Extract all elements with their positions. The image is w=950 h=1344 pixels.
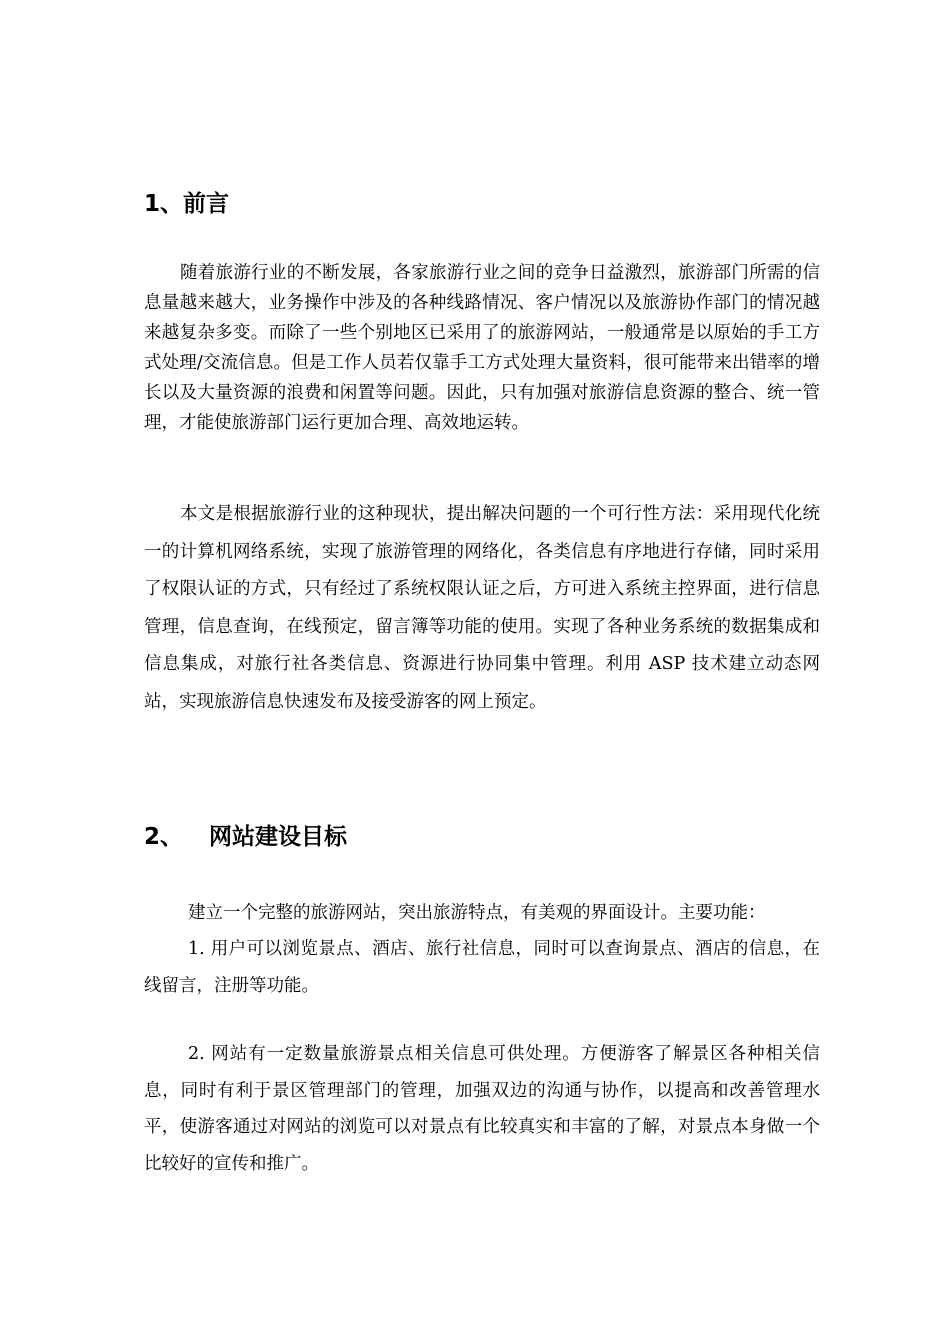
preface-paragraph-1: 随着旅游行业的不断发展，各家旅游行业之间的竞争日益激烈，旅游部门所需的信息量越来越大，业务操作中涉及的各种线路情况、客户情况以及旅游协作部门的情况越来越复杂多变。而除了一些个别地区已采用了的旅游网站，一般通常是以原始的手工方式处理/交流信息。但是工作人员若仅靠手工方式处理大量资料，很可能带来出错率的增长以及大量资源的浪费和闲置等问题。因此，只有加强对旅游信息资源的整合、统一管理，才能使旅游部门运行更加合理、高效地运转。 bbox=[144, 263, 820, 433]
section-title: 网站建设目标 bbox=[209, 824, 348, 850]
section-heading-preface bbox=[144, 189, 229, 219]
preface-paragraph-2: 本文是根据旅游行业的这种现状，提出解决问题的一个可行性方法：采用现代化统一的计算机网络系统，实现了旅游管理的网络化，各类信息有序地进行存储，同时采用了权限认证的方式，只有经过了系统权限认证之后，方可进入系统主控界面，进行信息管理，信息查询，在线预定，留言簿等功能的使用。实现了各种业务系统的数据集成和信息集成，对旅行社各类信息、资源进行协同集中管理。利用 ASP 技术建立动态网站，实现旅游信息快速发布及接受游客的网上预定。 bbox=[144, 504, 820, 712]
goals-intro-paragraph: 建立一个完整的旅游网站，突出旅游特点，有美观的界面设计。主要功能： bbox=[188, 903, 766, 923]
section-number: 1、 bbox=[144, 191, 184, 217]
section-heading-goals bbox=[144, 822, 347, 852]
section-number: 2、 bbox=[144, 824, 184, 850]
section-title: 前言 bbox=[183, 191, 230, 217]
goals-item-1: 1. 用户可以浏览景点、酒店、旅行社信息，同时可以查询景点、酒店的信息，在线留言，注册等功能。 bbox=[144, 939, 820, 996]
goals-item-2: 2. 网站有一定数量旅游景点相关信息可供处理。方便游客了解景区各种相关信息，同时有利于景区管理部门的管理，加强双边的沟通与协作，以提高和改善管理水平，使游客通过对网站的浏览可以对景点有比较真实和丰富的了解，对景点本身做一个比较好的宣传和推广。 bbox=[144, 1044, 820, 1174]
